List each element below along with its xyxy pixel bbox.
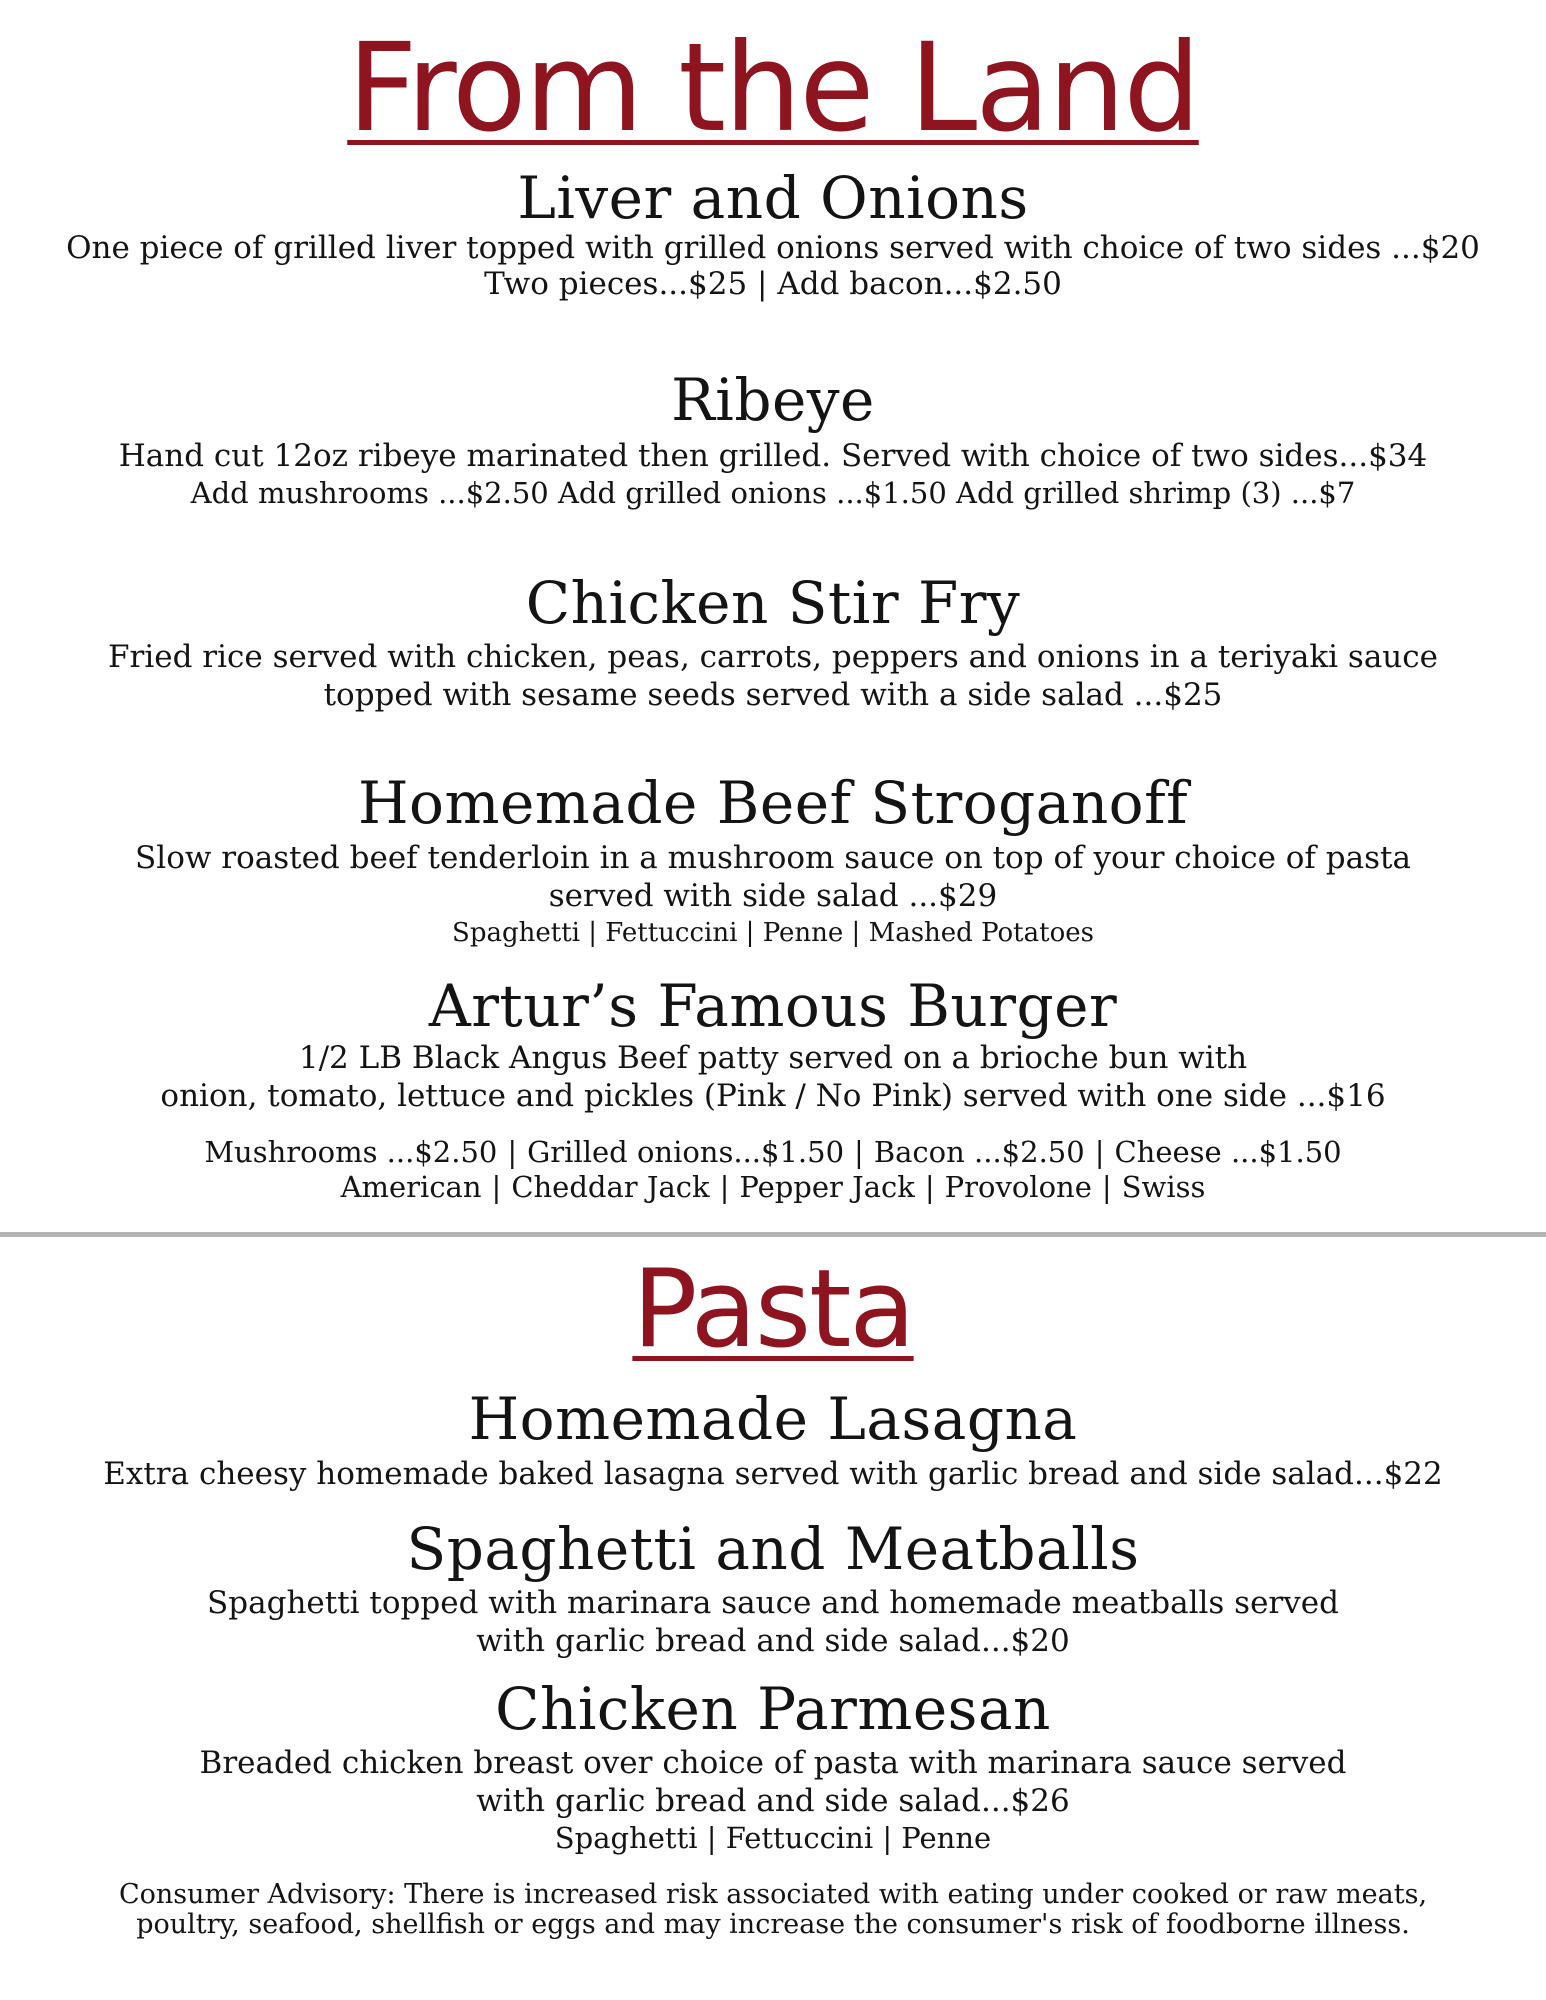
dish-price-options: Two pieces...$25 | Add bacon...$2.50 — [484, 266, 1062, 302]
dish-description-line: Breaded chicken breast over choice of pasta with marinara sauce served — [199, 1745, 1347, 1781]
burger-addons: Mushrooms ...$2.50 | Grilled onions...$1.50 | Bacon ...$2.50 | Cheese ...$1.50 — [204, 1135, 1342, 1169]
dish-description-line: Hand cut 12oz ribeye marinated then grilled. Served with choice of two sides...$34 — [118, 438, 1428, 474]
dish-description-line: Fried rice served with chicken, peas, carrots, peppers and onions in a teriyaki sauce — [108, 639, 1438, 675]
cheese-american: American — [340, 1170, 482, 1204]
dish-description-line: Slow roasted beef tenderloin in a mushroom sauce on top of your choice of pasta — [135, 840, 1411, 876]
dish-name-famous-burger: Artur’s Famous Burger — [428, 972, 1118, 1040]
dish-name-chicken-parmesan: Chicken Parmesan — [495, 1675, 1051, 1743]
cheese-provolone: Provolone — [944, 1170, 1092, 1204]
addon-grilled-onions: Grilled onions...$1.50 — [527, 1135, 845, 1169]
dish-addons-line: Add mushrooms ...$2.50 Add grilled onions ...$1.50 Add grilled shrimp (3) ...$7 — [190, 476, 1356, 510]
dish-description-line: served with side salad ...$29 — [548, 878, 998, 914]
dish-description-line: with garlic bread and side salad...$26 — [476, 1783, 1070, 1819]
cheese-pepper-jack: Pepper Jack — [739, 1170, 915, 1204]
dish-name-liver-onions: Liver and Onions — [517, 164, 1029, 232]
dish-name-lasagna: Homemade Lasagna — [468, 1385, 1078, 1453]
consumer-advisory-line: Consumer Advisory: There is increased risk associated with eating under cooked or raw meats, — [118, 1879, 1428, 1910]
dish-description-line: with garlic bread and side salad...$20 — [476, 1623, 1070, 1659]
dish-description-line: 1/2 LB Black Angus Beef patty served on a brioche bun with — [298, 1040, 1248, 1076]
dish-description-line: Extra cheesy homemade baked lasagna served with garlic bread and side salad...$22 — [103, 1456, 1443, 1492]
dish-name-chicken-stir-fry: Chicken Stir Fry — [525, 569, 1021, 637]
cheese-swiss: Swiss — [1121, 1170, 1206, 1204]
section-title-pasta: Pasta — [632, 1247, 914, 1372]
burger-cheese-options: American | Cheddar Jack | Pepper Jack | Provolone | Swiss — [340, 1170, 1206, 1204]
section-title-land: From the Land — [347, 17, 1199, 159]
dish-description-line: topped with sesame seeds served with a side salad ...$25 — [323, 677, 1223, 713]
dish-description-line: onion, tomato, lettuce and pickles (Pink / No Pink) served with one side ...$16 — [160, 1078, 1386, 1114]
dish-description-line: Spaghetti topped with marinara sauce and homemade meatballs served — [207, 1585, 1339, 1621]
dish-description-line: One piece of grilled liver topped with grilled onions served with choice of two sides ...$20 — [66, 230, 1480, 266]
dish-pasta-options: Spaghetti | Fettuccini | Penne | Mashed Potatoes — [452, 918, 1094, 948]
dish-name-ribeye: Ribeye — [671, 366, 875, 434]
addon-cheese: Cheese ...$1.50 — [1114, 1135, 1342, 1169]
addon-mushrooms: Mushrooms ...$2.50 — [204, 1135, 498, 1169]
cheese-cheddar-jack: Cheddar Jack — [511, 1170, 710, 1204]
consumer-advisory-line: poultry, seafood, shellfish or eggs and may increase the consumer's risk of foodborne illness. — [136, 1909, 1410, 1940]
dish-name-beef-stroganoff: Homemade Beef Stroganoff — [357, 769, 1189, 837]
section-divider — [0, 1232, 1546, 1237]
dish-pasta-options: Spaghetti | Fettuccini | Penne — [554, 1821, 992, 1855]
addon-bacon: Bacon ...$2.50 — [873, 1135, 1085, 1169]
dish-name-spaghetti-meatballs: Spaghetti and Meatballs — [406, 1515, 1140, 1583]
